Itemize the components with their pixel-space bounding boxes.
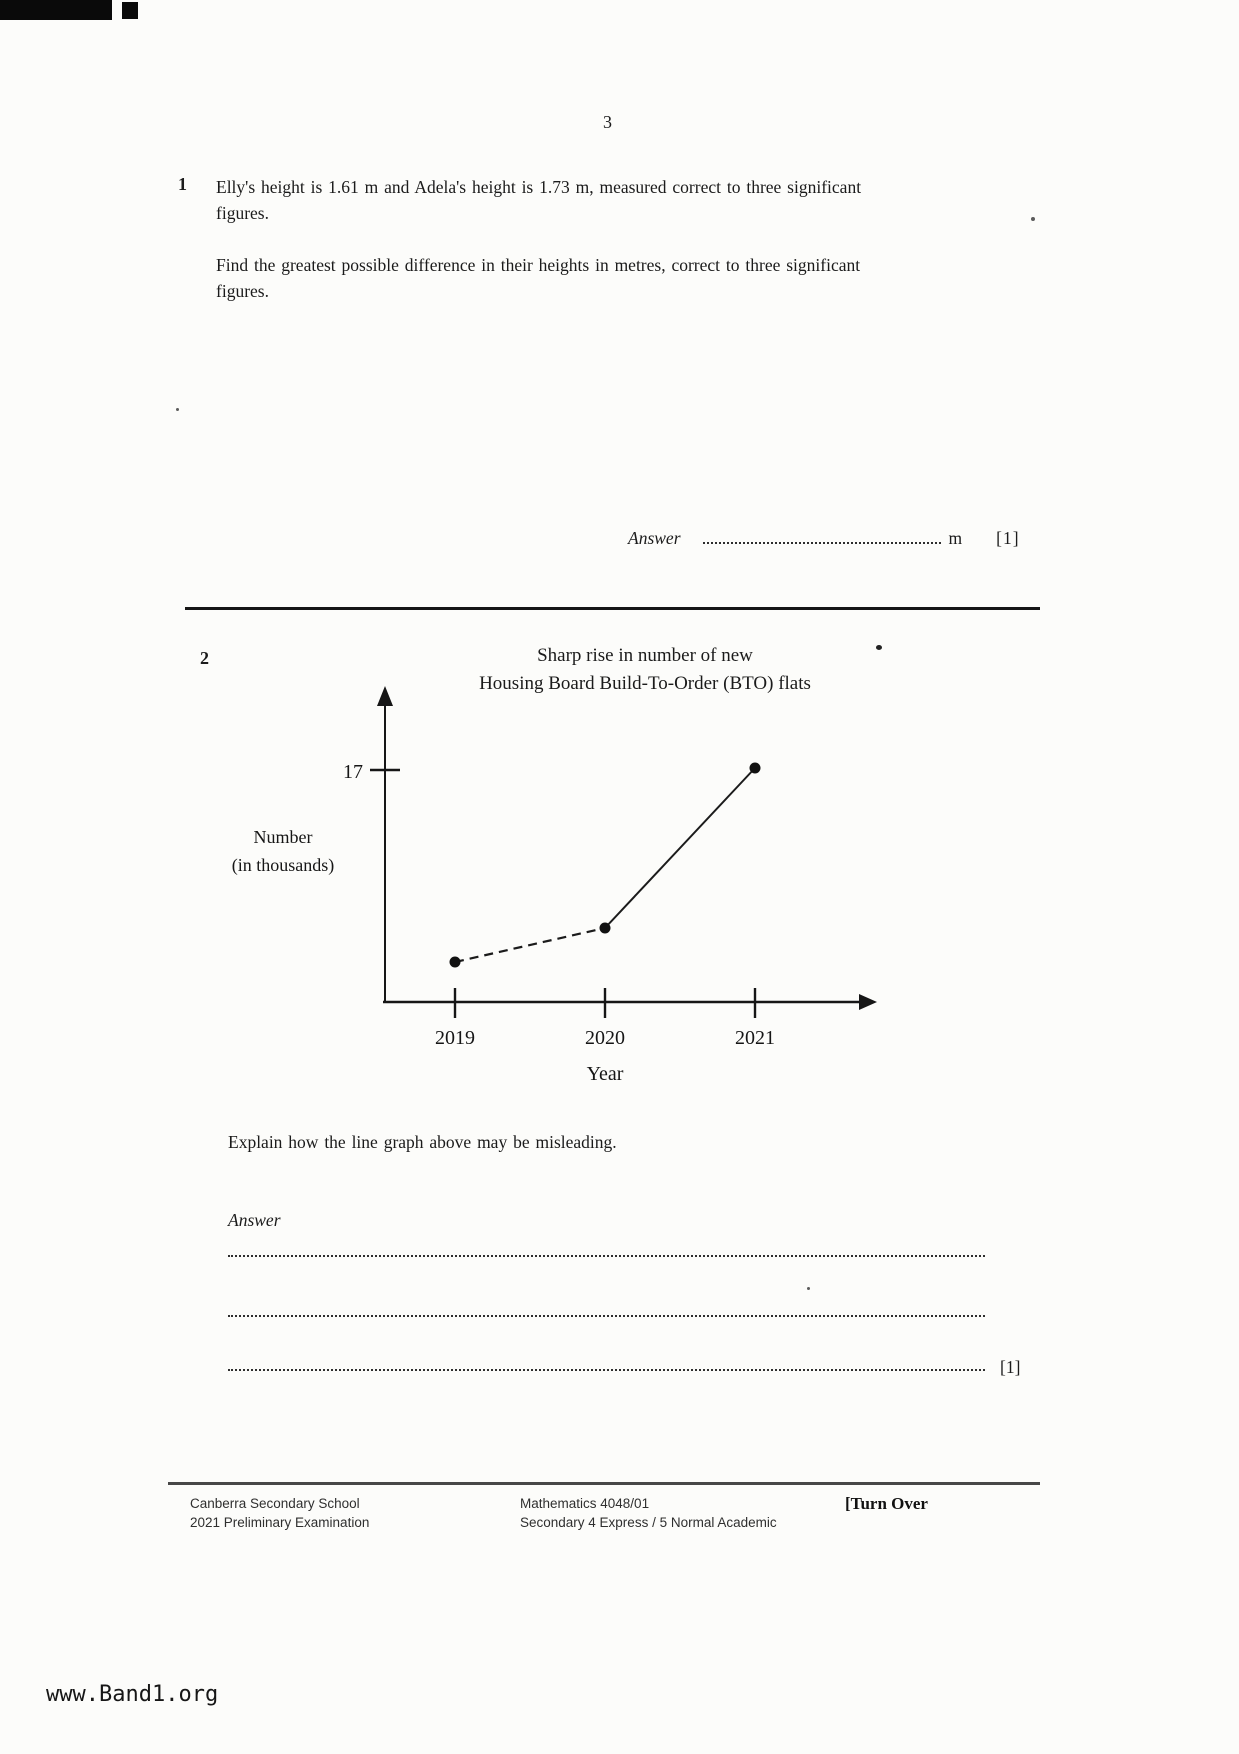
scan-artifact-square: [122, 2, 138, 19]
question-1-task: Find the greatest possible difference in their heights in metres, correct to three significant figures.: [216, 255, 861, 301]
x-tick-label-2021: 2021: [735, 1027, 775, 1049]
footer-divider: [168, 1482, 1040, 1485]
section-divider: [185, 607, 1040, 610]
footer-turn-over: [Turn Over: [845, 1494, 928, 1513]
data-point-2021: [750, 763, 761, 774]
question-1-statement: Elly's height is 1.61 m and Adela's height is 1.73 m, measured correct to three significant figures.: [216, 177, 862, 223]
y-axis-label-line-1: Number: [253, 827, 313, 847]
scan-speck: [807, 1287, 810, 1290]
footer-school-block: [190, 1494, 369, 1532]
answer-dotted-line: [228, 1367, 985, 1371]
question-1: [178, 174, 868, 330]
question-2-prompt: Explain how the line graph above may be misleading.: [228, 1132, 617, 1152]
marks-badge: [1]: [996, 528, 1020, 548]
marks-badge: [1]: [1000, 1357, 1021, 1377]
x-axis-arrow-icon: [859, 994, 877, 1010]
footer-paper-block: [520, 1494, 777, 1532]
y-tick-label-17: 17: [343, 761, 363, 783]
chart-title-line-2: Housing Board Build-To-Order (BTO) flats: [479, 673, 811, 694]
chart-title-line-1: Sharp rise in number of new: [537, 645, 753, 666]
data-point-2019: [450, 957, 461, 968]
line-chart: [220, 630, 900, 1090]
answer-dotted-line: [228, 1313, 985, 1317]
footer-exam-name: 2021 Preliminary Examination: [190, 1515, 370, 1530]
scan-speck: [1031, 217, 1035, 221]
scan-artifact-bar: [0, 0, 112, 20]
y-axis-label-line-2: (in thousands): [231, 855, 335, 875]
footer-level: Secondary 4 Express / 5 Normal Academic: [520, 1515, 777, 1530]
answer-label: Answer: [628, 528, 681, 548]
question-1-answer-line: [628, 528, 1020, 549]
x-axis-label: Year: [586, 1063, 624, 1085]
data-point-2020: [600, 923, 611, 934]
line-segment-2020-2021: [605, 768, 755, 928]
answer-dotted-line: [228, 1253, 985, 1257]
page-number: 3: [603, 112, 612, 132]
question-1-text: [216, 174, 868, 330]
footer-subject: Mathematics 4048/01: [520, 1496, 650, 1511]
x-tick-label-2020: 2020: [585, 1027, 625, 1049]
answer-dotted-leader: [703, 528, 941, 544]
y-axis-arrow-icon: [377, 686, 393, 706]
question-1-number: 1: [178, 174, 187, 194]
footer-school-name: Canberra Secondary School: [190, 1496, 360, 1511]
x-tick-label-2019: 2019: [435, 1027, 475, 1049]
answer-unit: m: [948, 528, 963, 548]
question-2-number: 2: [200, 648, 209, 668]
answer-label: Answer: [228, 1210, 281, 1230]
scan-speck: [176, 408, 179, 411]
line-segment-2019-2020: [455, 928, 605, 962]
watermark: www.Band1.org: [46, 1682, 219, 1707]
